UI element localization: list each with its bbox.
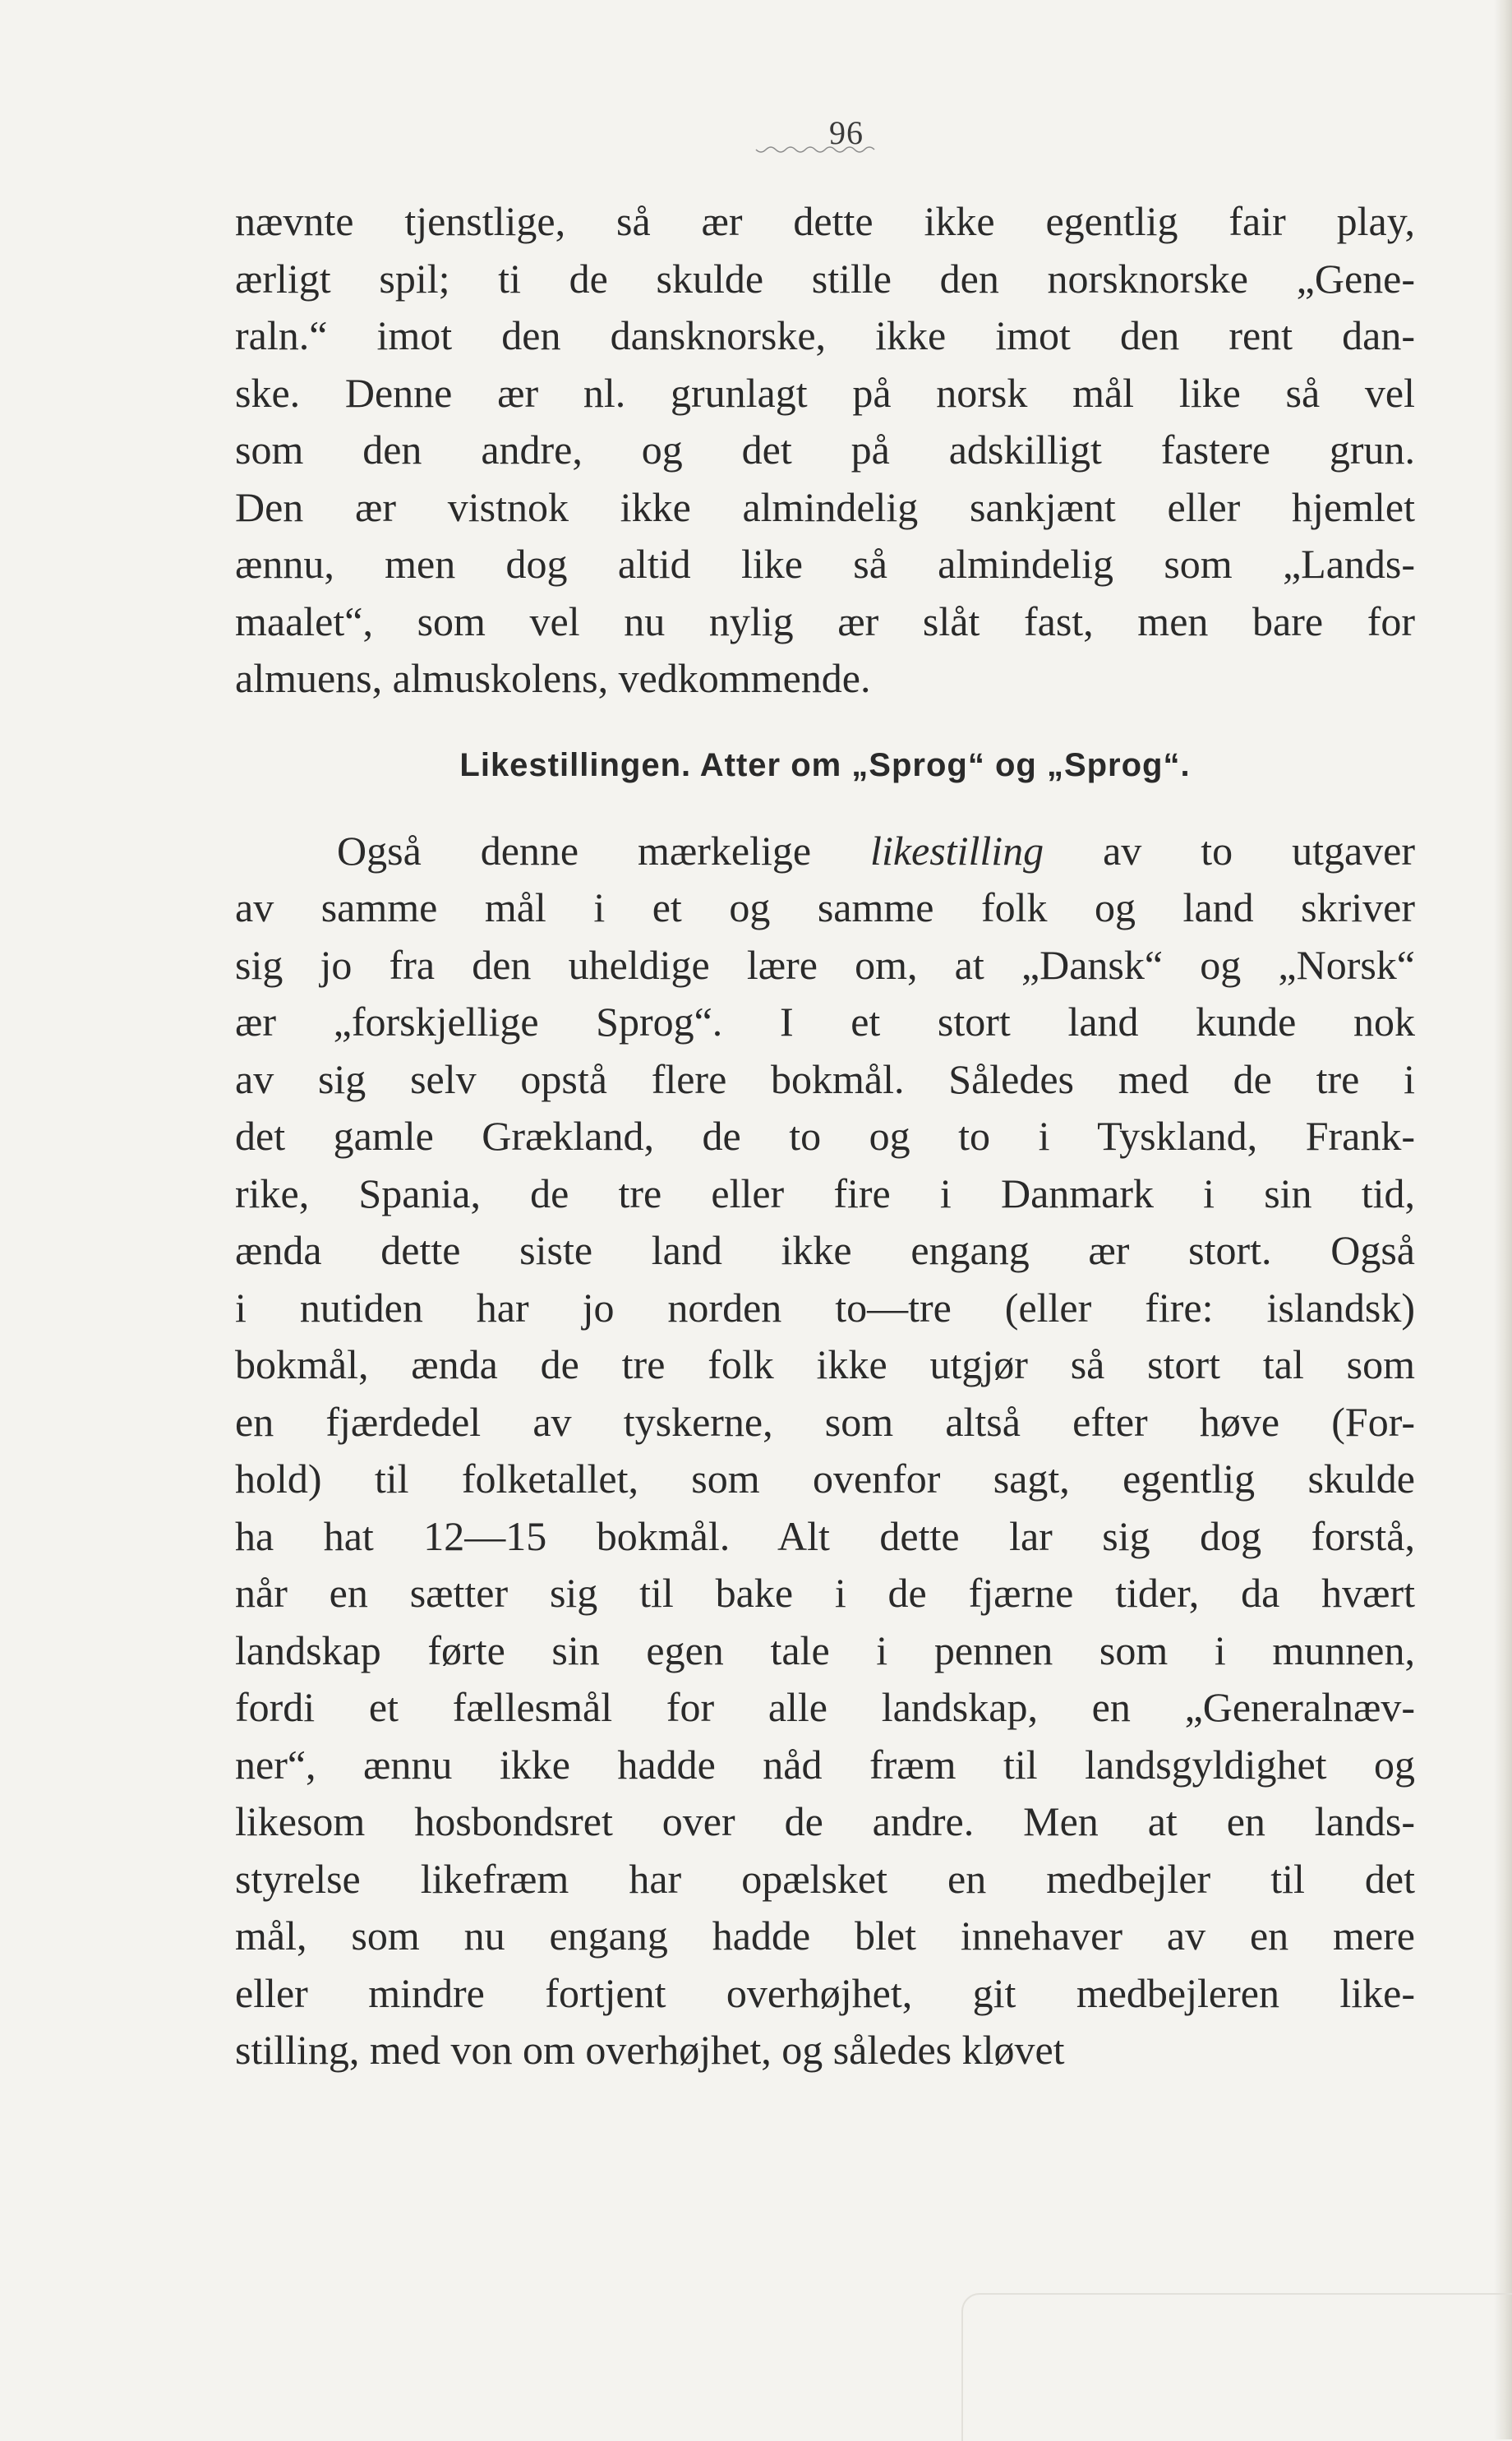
paragraph-2 (235, 823, 1415, 2079)
text-line: som den andre, og det på adskilligt fastere grun. (235, 427, 1415, 473)
text-line: ænnu, men dog altid like så almindelig som „Lands- (235, 541, 1415, 587)
text-line: ær „forskjellige Sprog“. I et stort land kunde nok (235, 999, 1415, 1045)
text-line: ænda dette siste land ikke engang ær stort. Også (235, 1227, 1415, 1273)
text-line: hold) til folketallet, som ovenfor sagt, egentlig skulde (235, 1456, 1415, 1502)
italic-word: likestilling (870, 827, 1044, 874)
text-line: nævnte tjenstlige, så ær dette ikke egentlig fair play, (235, 198, 1415, 244)
paper-crease (961, 2293, 1512, 2441)
text-line: en fjærdedel av tyskerne, som altså efter høve (For- (235, 1398, 1415, 1445)
page-number: 96 (829, 114, 864, 151)
text-line: fordi et fællesmål for alle landskap, en „Generalnæv- (235, 1684, 1415, 1730)
text-line: eller mindre fortjent overhøjhet, git medbejleren like- (235, 1969, 1415, 2016)
text-line: i nutiden har jo norden to—tre (eller fire: islandsk) (235, 1284, 1415, 1331)
text-line: ha hat 12—15 bokmål. Alt dette lar sig dog forstå, (235, 1512, 1415, 1559)
text-line: landskap førte sin egen tale i pennen som i munnen, (235, 1627, 1415, 1673)
text-line: det gamle Grækland, de to og to i Tyskland, Frank- (235, 1113, 1415, 1159)
section-heading: Likestillingen. Atter om „Sprog“ og „Sprog“. (459, 746, 1191, 783)
body-text (235, 193, 1415, 2079)
text-line: likesom hosbondsret over de andre. Men at en lands- (235, 1798, 1415, 1844)
text-line: almuens, almuskolens, vedkommende. (235, 655, 871, 701)
page-number-ornament (754, 145, 878, 156)
paragraph-1 (235, 193, 1415, 708)
text-line: ner“, ænnu ikke hadde nåd fræm til landsgyldighet og (235, 1741, 1415, 1788)
text-line: av samme mål i et og samme folk og land skriver (235, 884, 1415, 930)
text-line: av sig selv opstå flere bokmål. Således med de tre i (235, 1055, 1415, 1102)
text-line: styrelse likefræm har opælsket en medbejler til det (235, 1855, 1415, 1902)
text-line: Den ær vistnok ikke almindelig sankjænt eller hjemlet (235, 483, 1415, 530)
text-line: rike, Spania, de tre eller fire i Danmark i sin tid, (235, 1170, 1415, 1216)
text-line: sig jo fra den uheldige lære om, at „Dansk“ og „Norsk“ (235, 941, 1415, 988)
text-line: når en sætter sig til bake i de fjærne tider, da hvært (235, 1570, 1415, 1616)
text-line: ærligt spil; ti de skulde stille den norsknorske „Gene- (235, 255, 1415, 302)
text-line: stilling, med von om overhøjhet, og således kløvet (235, 2027, 1065, 2073)
text-line: ske. Denne ær nl. grunlagt på norsk mål like så vel (235, 369, 1415, 416)
text-line: mål, som nu engang hadde blet innehaver av en mere (235, 1913, 1415, 1959)
text-line-with-italic: Også denne mærkelige likestilling av to utgaver (337, 827, 1415, 874)
page-edge-shadow (1494, 0, 1512, 2439)
text-line: raln.“ imot den dansknorske, ikke imot den rent dan- (235, 312, 1415, 358)
text-line: bokmål, ænda de tre folk ikke utgjør så stort tal som (235, 1341, 1415, 1387)
text-line: maalet“, som vel nu nylig ær slåt fast, men bare for (235, 598, 1415, 644)
